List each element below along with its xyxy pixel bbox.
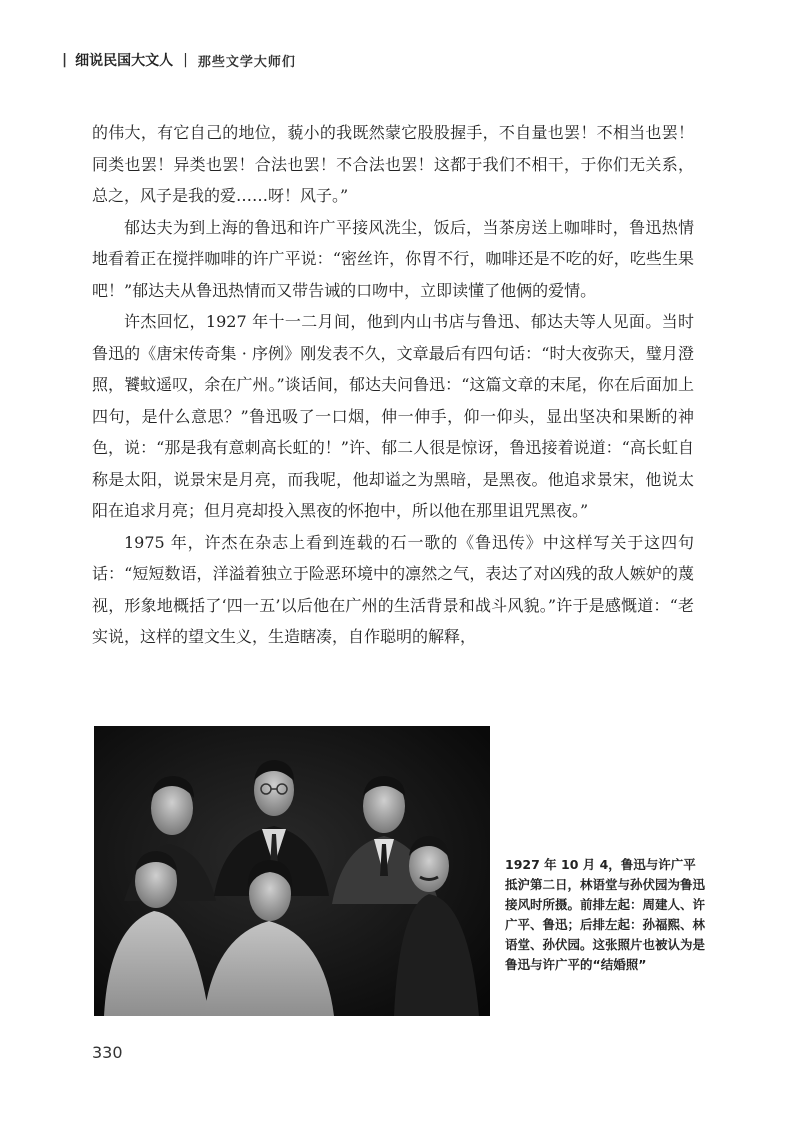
body-text [92, 117, 694, 653]
paragraph-1: 的伟大，有它自己的地位，藐小的我既然蒙它股股握手，不自量也罢！不相当也罢！同类也罢！异类也罢！合法也罢！不合法也罢！这都于我们不相干，于你们无关系，总之，风子是我的爱……呀！风子。” [92, 123, 694, 205]
paragraph-3: 许杰回忆，1927 年十一二月间，他到内山书店与鲁迅、郁达夫等人见面。当时鲁迅的《唐宋传奇集 · 序例》刚发表不久，文章最后有四句话：“时大夜弥天，璧月澄照，饕蚊遥叹，余在广州。”谈话间，郁达夫问鲁迅：“这篇文章的末尾，你在后面加上四句，是什么意思？”鲁迅吸了一口烟，伸一伸手，仰一仰头，显出坚决和果断的神色，说：“那是我有意刺高长虹的！”许、郁二人很是惊讶，鲁迅接着说道：“高长虹自称是太阳，说景宋是月亮，而我呢，他却谥之为黑暗，是黑夜。他追求景宋，他说太阳在追求月亮；但月亮却投入黑夜的怀抱中，所以他在那里诅咒黑夜。” [92, 312, 694, 520]
photo-caption: 1927 年 10 月 4，鲁迅与许广平抵沪第二日，林语堂与孙伏园为鲁迅接风时所摄。前排左起：周建人、许广平、鲁迅；后排左起：孙福熙、林语堂、孙伏园。这张照片也被认为是鲁迅与许广平的“结婚照” [505, 857, 706, 972]
group-photo [94, 726, 490, 1016]
page-number: 330 [92, 1043, 123, 1062]
header-separator: | [183, 52, 188, 68]
paragraph-4: 1975 年，许杰在杂志上看到连载的石一歌的《鲁迅传》中这样写关于这四句话：“短短数语，洋溢着独立于险恶环境中的凛然之气，表达了对凶残的敌人嫉妒的蔑视，形象地概括了‘四一五’以后他在广州的生活背景和战斗风貌。”许于是感慨道：“老实说，这样的望文生义，生造瞎凑，自作聪明的解释， [92, 532, 694, 646]
group-photo-illustration [94, 726, 490, 1016]
header-bar: | [62, 52, 68, 68]
header-chapter-title: 那些文学大师们 [197, 54, 296, 70]
paragraph-2: 郁达夫为到上海的鲁迅和许广平接风洗尘，饭后，当茶房送上咖啡时，鲁迅热情地看着正在搅拌咖啡的许广平说：“密丝许，你胃不行，咖啡还是不吃的好，吃些生果吧！”郁达夫从鲁迅热情而又带告诫的口吻中，立即读懂了他俩的爱情。 [92, 217, 694, 300]
header-book-title: 细说民国大文人 [75, 53, 174, 69]
running-header [62, 50, 296, 70]
